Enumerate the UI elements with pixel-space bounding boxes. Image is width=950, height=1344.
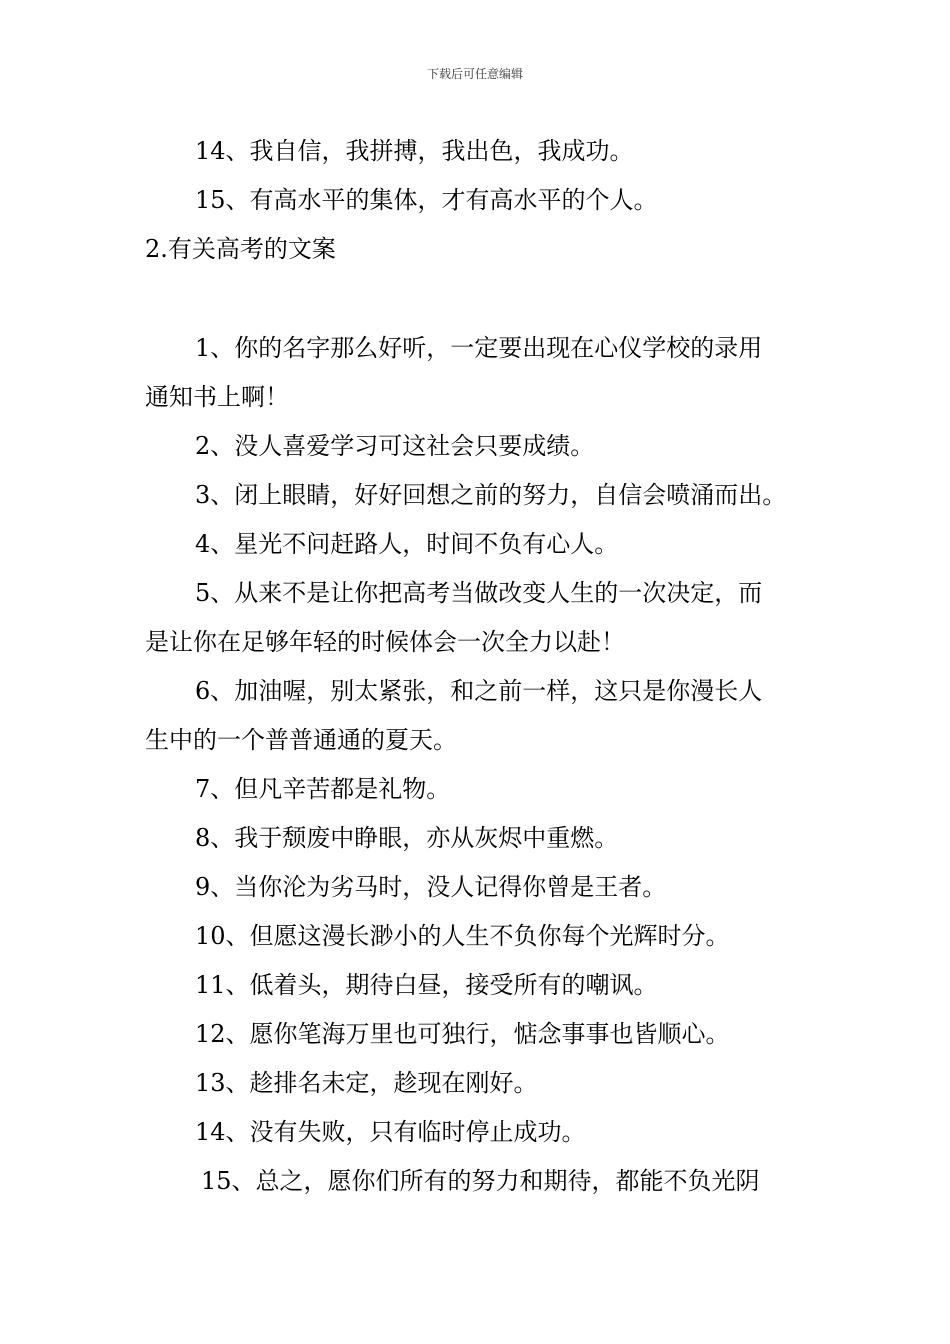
paragraph-line: 通知书上啊！ [145, 383, 289, 411]
paragraph-line: 7、但凡辛苦都是礼物。 [195, 775, 451, 803]
paragraph-line: 8、我于颓废中睁眼，亦从灰烬中重燃。 [195, 824, 619, 852]
paragraph-line: 10、但愿这漫长渺小的人生不负你每个光辉时分。 [195, 922, 730, 950]
paragraph-line: 11、低着头，期待白昼，接受所有的嘲讽。 [195, 971, 658, 999]
paragraph-line: 5、从来不是让你把高考当做改变人生的一次决定，而 [195, 579, 763, 607]
paragraph-line: 2、没人喜爱学习可这社会只要成绩。 [195, 432, 595, 460]
paragraph-line: 13、趁排名未定，趁现在刚好。 [195, 1069, 538, 1097]
paragraph-line: 9、当你沦为劣马时，没人记得你曾是王者。 [195, 873, 667, 901]
section-heading: 2.有关高考的文案 [145, 235, 336, 263]
paragraph-line: 生中的一个普普通通的夏天。 [145, 726, 457, 754]
paragraph-line: 12、愿你笔海万里也可独行，惦念事事也皆顺心。 [195, 1020, 730, 1048]
paragraph-line: 15、有高水平的集体，才有高水平的个人。 [195, 186, 658, 214]
paragraph-line: 6、加油喔，别太紧张，和之前一样，这只是你漫长人 [195, 677, 763, 705]
blank-line [145, 274, 810, 324]
paragraph-line: 14、我自信，我拼搏，我出色，我成功。 [195, 137, 634, 165]
paragraph-line: 14、没有失败，只有临时停止成功。 [195, 1118, 586, 1146]
paragraph-line: 4、星光不问赶路人，时间不负有心人。 [195, 530, 619, 558]
paragraph-line: 15、总之，愿你们所有的努力和期待，都能不负光阴 [201, 1167, 760, 1195]
paragraph-line: 是让你在足够年轻的时候体会一次全力以赴！ [145, 628, 625, 656]
document-body [145, 127, 810, 1206]
page-header-note: 下载后可任意编辑 [426, 67, 523, 81]
paragraph-line: 1、你的名字那么好听，一定要出现在心仪学校的录用 [195, 334, 763, 362]
paragraph-line: 3、闭上眼睛，好好回想之前的努力，自信会喷涌而出。 [195, 481, 787, 509]
